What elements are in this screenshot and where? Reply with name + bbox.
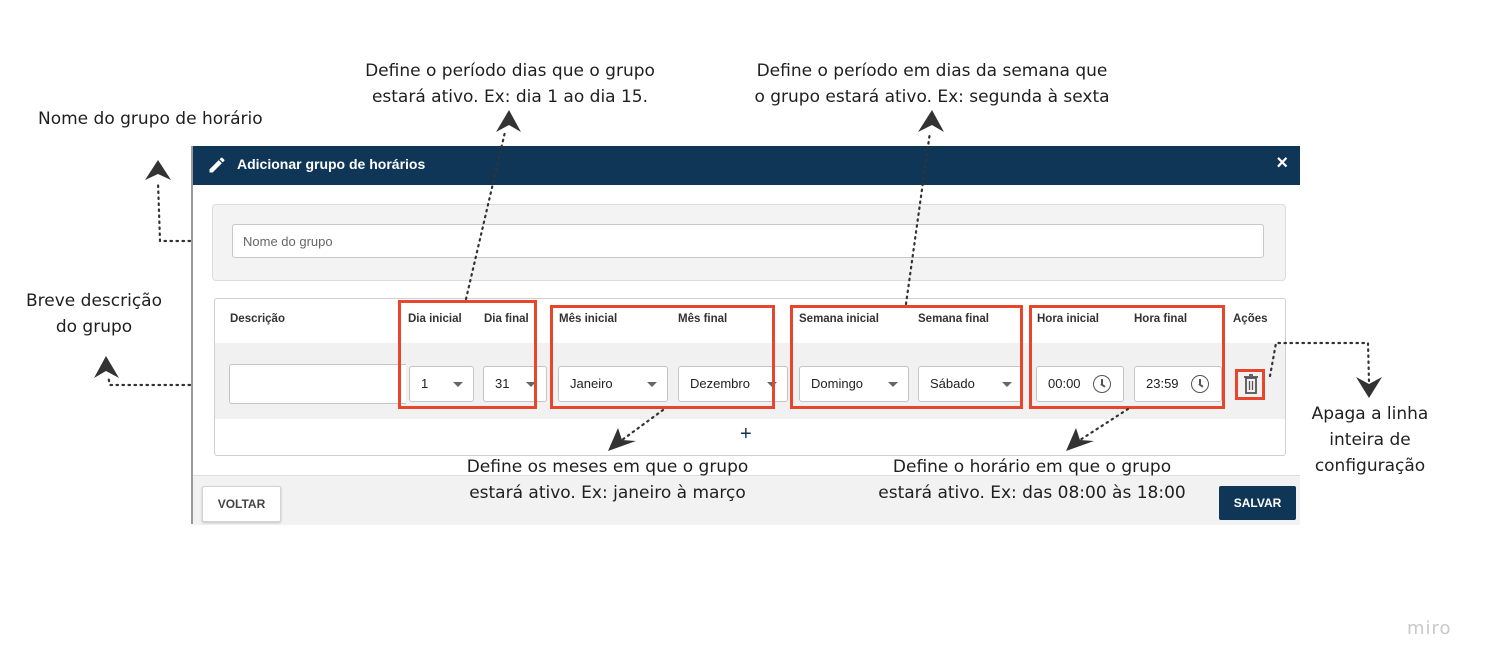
annotation-line: estará ativo. Ex: das 08:00 às 18:00	[878, 483, 1186, 503]
annotation-line: Define os meses em que o grupo	[466, 457, 749, 477]
select-value: Sábado	[930, 376, 975, 391]
miro-watermark: miro	[1407, 618, 1452, 639]
annotation-group-name: Nome do grupo de horário	[38, 109, 263, 129]
annotation-line: Apaga a linha	[1311, 404, 1429, 424]
time-value: 23:59	[1146, 376, 1179, 391]
add-row-button[interactable]: +	[740, 423, 752, 445]
select-value: Janeiro	[570, 376, 613, 391]
header-semana-inicial: Semana inicial	[799, 313, 879, 325]
header-hora-final: Hora final	[1134, 313, 1188, 325]
annotation-line: Define o período dias que o grupo	[365, 61, 655, 81]
annotation-line: estará ativo. Ex: dia 1 ao dia 15.	[371, 87, 649, 107]
header-descricao: Descrição	[230, 313, 285, 325]
select-value: 31	[495, 376, 510, 391]
back-button[interactable]: VOLTAR	[202, 486, 281, 522]
header-hora-inicial: Hora inicial	[1037, 313, 1099, 325]
select-value: Domingo	[811, 376, 864, 391]
save-button[interactable]: SALVAR	[1219, 486, 1296, 520]
header-mes-inicial: Mês inicial	[559, 313, 618, 325]
header-semana-final: Semana final	[918, 313, 989, 325]
header-acoes: Ações	[1233, 313, 1268, 325]
annotation-line: do grupo	[55, 317, 133, 337]
annotation-line: inteira de	[1329, 430, 1411, 450]
time-value: 00:00	[1048, 376, 1081, 391]
annotation-line: estará ativo. Ex: janeiro à março	[469, 483, 746, 503]
annotation-line: o grupo estará ativo. Ex: segunda à sexta	[754, 87, 1110, 107]
annotation-line: configuração	[1314, 456, 1426, 476]
header-mes-final: Mês final	[678, 313, 728, 325]
dialog-title: Adicionar grupo de horários	[237, 156, 426, 172]
header-dia-inicial: Dia inicial	[408, 313, 462, 325]
select-value: Dezembro	[690, 376, 750, 391]
annotation-line: Define o horário em que o grupo	[892, 457, 1172, 477]
close-icon[interactable]: ×	[1276, 152, 1288, 174]
annotation-line: Define o período em dias da semana que	[756, 61, 1108, 81]
select-value: 1	[421, 376, 429, 391]
header-dia-final: Dia final	[484, 313, 529, 325]
annotation-line: Breve descrição	[26, 291, 162, 311]
